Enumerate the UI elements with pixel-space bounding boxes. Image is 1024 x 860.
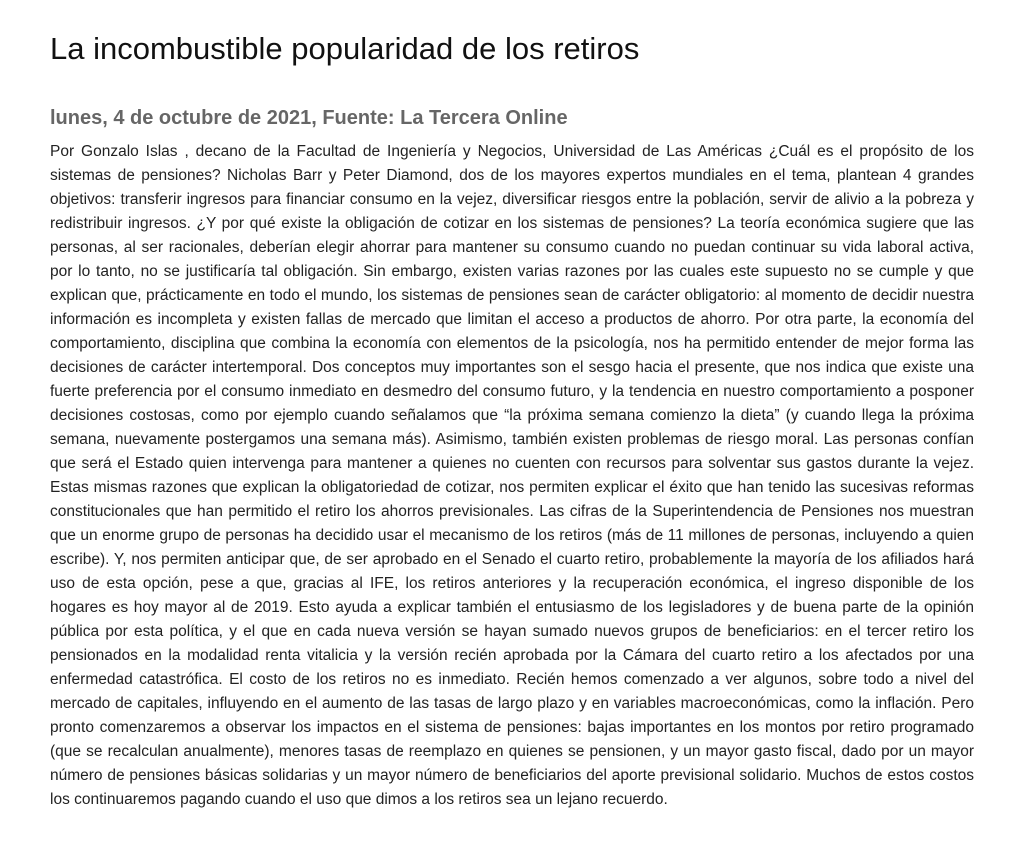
article-body: Por Gonzalo Islas , decano de la Facultad de Ingeniería y Negocios, Universidad de Las Américas ¿Cuál es el propósito de los sistemas de pensiones? Nicholas Barr y Peter Diamond, dos de los mayores expertos mundiales en el tema, plantean 4 grandes objetivos: transferir ingresos para financiar consumo en la vejez, diversificar riesgos entre la población, servir de alivio a la pobreza y redistribuir ingresos. ¿Y por qué existe la obligación de cotizar en los sistemas de pensiones? La teoría económica sugiere que las personas, al ser racionales, deberían elegir ahorrar para mantener su consumo cuando no puedan continuar su vida laboral activa, por lo tanto, no se justificaría tal obligación. Sin embargo, existen varias razones por las cuales este supuesto no se cumple y que explican que, prácticamente en todo el mundo, los sistemas de pensiones sean de carácter obligatorio: al momento de decidir nuestra información es incompleta y existen fallas de mercado que limitan el acceso a productos de ahorro. Por otra parte, la economía del comportamiento, disciplina que combina la economía con elementos de la psicología, nos ha permitido entender de mejor forma las decisiones de carácter intertemporal. Dos conceptos muy importantes son el sesgo hacia el presente, que nos indica que existe una fuerte preferencia por el consumo inmediato en desmedro del consumo futuro, y la tendencia en nuestro comportamiento a posponer decisiones costosas, como por ejemplo cuando señalamos que “la próxima semana comienzo la dieta” (y cuando llega la próxima semana, nuevamente postergamos una semana más). Asimismo, también existen problemas de riesgo moral. Las personas confían que será el Estado quien intervenga para mantener a quienes no cuenten con recursos para solventar sus gastos durante la vejez. Estas mismas razones que explican la obligatoriedad de cotizar, nos permiten explicar el éxito que han tenido las sucesivas reformas constitucionales que han permitido el retiro los ahorros previsionales. Las cifras de la Superintendencia de Pensiones nos muestran que un enorme grupo de personas ha decidido usar el mecanismo de los retiros (más de 11 millones de personas, incluyendo a quien escribe). Y, nos permiten anticipar que, de ser aprobado en el Senado el cuarto retiro, probablemente la mayoría de los afiliados hará uso de esta opción, pese a que, gracias al IFE, los retiros anteriores y la recuperación económica, el ingreso disponible de los hogares es hoy mayor al de 2019. Esto ayuda a explicar también el entusiasmo de los legisladores y de buena parte de la opinión pública por esta política, y el que en cada nueva versión se hayan sumado nuevos grupos de beneficiarios: en el tercer retiro los pensionados en la modalidad renta vitalicia y la versión recién aprobada por la Cámara del cuarto retiro a los afectados por una enfermedad catastrófica. El costo de los retiros no es inmediato. Recién hemos comenzado a ver algunos, sobre todo a nivel del mercado de capitales, influyendo en el aumento de las tasas de largo plazo y en variables macroeconómicas, como la inflación. Pero pronto comenzaremos a observar los impactos en el sistema de pensiones: bajas importantes en los montos por retiro programado (que se recalculan anualmente), menores tasas de reemplazo en quienes se pensionen, y un mayor gasto fiscal, dado por un mayor número de pensiones básicas solidarias y un mayor número de beneficiarios del aporte previsional solidario. Muchos de estos costos los continuaremos pagando cuando el uso que dimos a los retiros sea un lejano recuerdo. [50,143,974,808]
article-date-source: lunes, 4 de octubre de 2021, Fuente: La Tercera Online [50,107,568,129]
article-title: La incombustible popularidad de los retiros [50,31,640,66]
